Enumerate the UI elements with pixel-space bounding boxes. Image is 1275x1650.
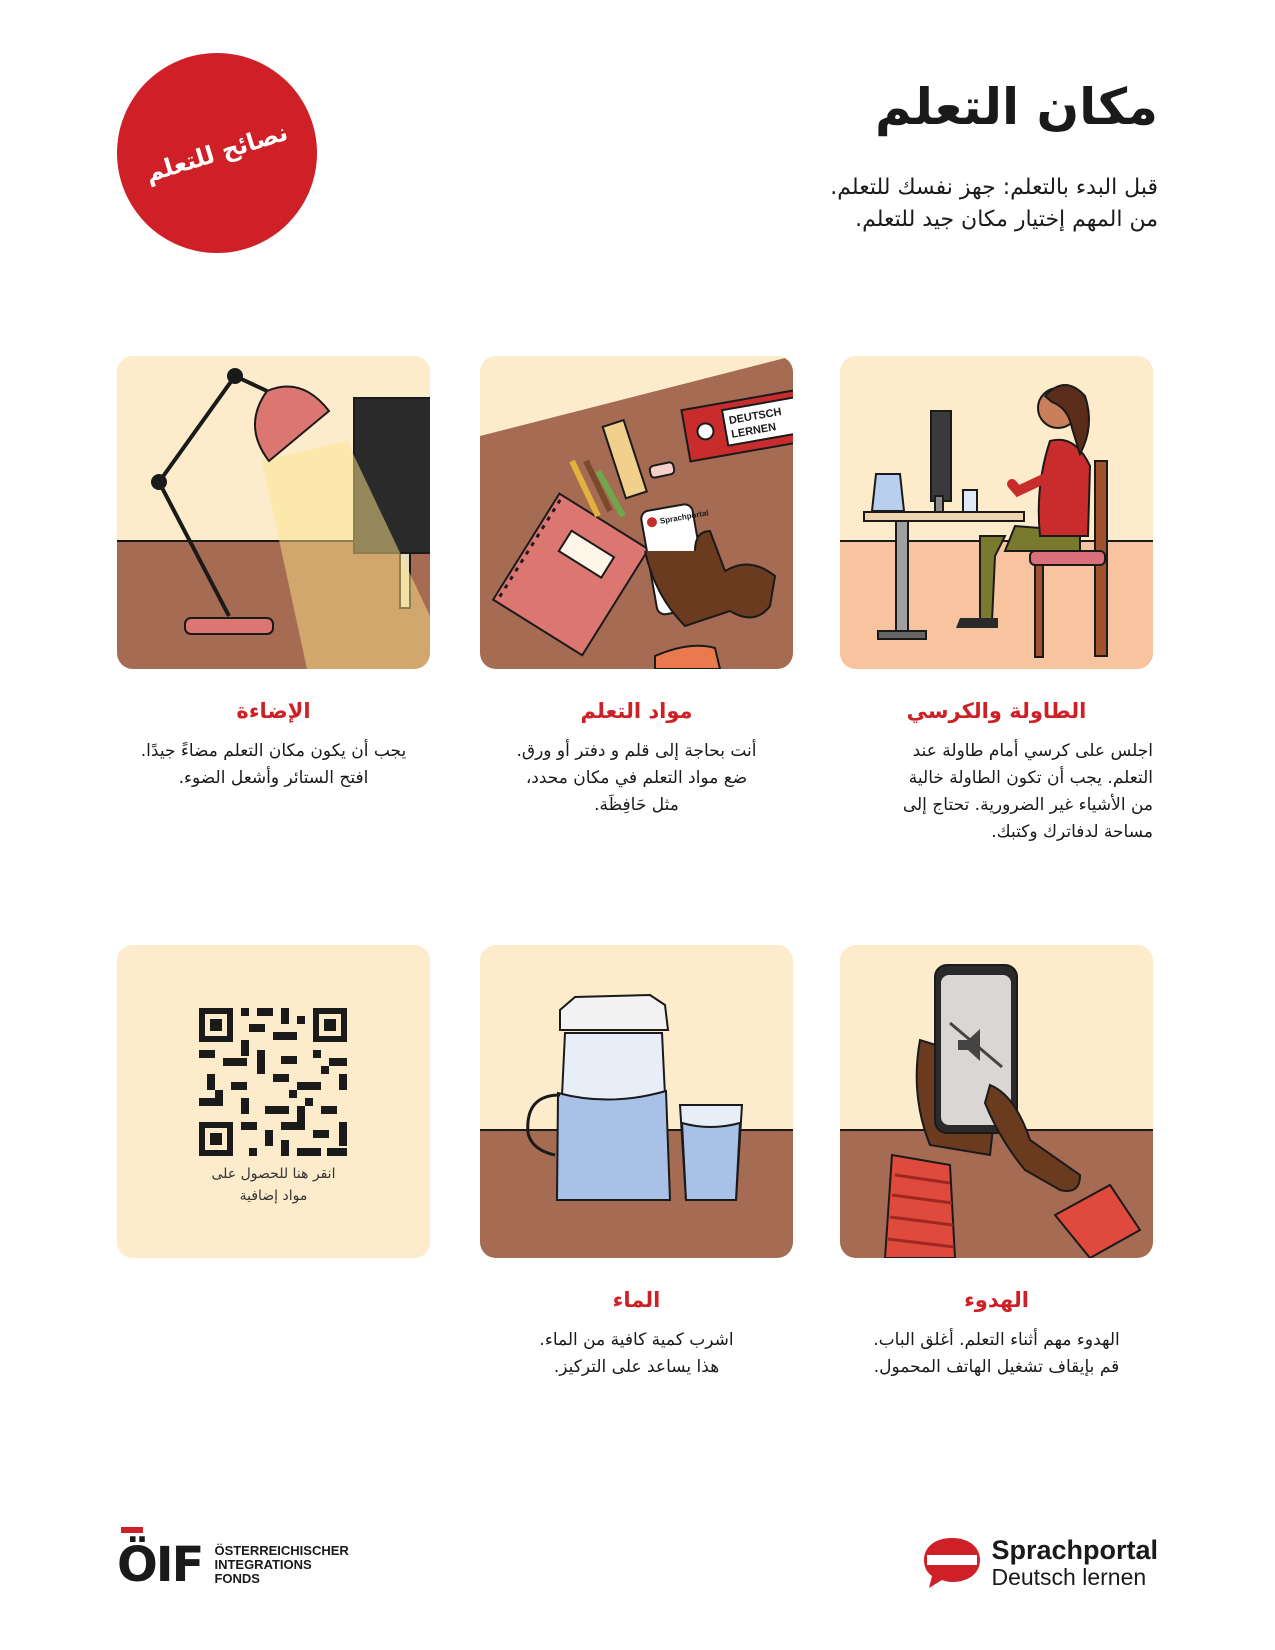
text-line: مثل حَافِظَة.	[594, 795, 679, 815]
oif-logo	[117, 1530, 349, 1600]
binder-label-1: DEUTSCH	[728, 405, 783, 428]
lighting-illustration	[117, 356, 430, 669]
sprachportal-logo	[921, 1535, 1158, 1591]
intro-line: قبل البدء بالتعلم: جهز نفسك للتعلم.	[830, 175, 1158, 200]
table-chair-text	[840, 738, 1153, 846]
text-line: قم بإيقاف تشغيل الهاتف المحمول.	[873, 1357, 1120, 1377]
learning-materials-illustration	[480, 356, 793, 669]
caption-line: مواد إضافية	[239, 1188, 308, 1204]
text-line: مساحة لدفاترك وكتبك.	[991, 822, 1153, 842]
text-line: افتح الستائر وأشعل الضوء.	[178, 768, 369, 788]
speech-bubble-icon	[921, 1535, 983, 1591]
text-line: اشرب كمية كافية من الماء.	[539, 1330, 734, 1350]
oif-text: ÖSTERREICHISCHER INTEGRATIONS FONDS	[214, 1543, 349, 1586]
text-line: من الأشياء غير الضرورية. تحتاج إلى	[902, 795, 1153, 815]
quiet-illustration	[840, 945, 1153, 1258]
caption-line: انقر هنا للحصول على	[211, 1166, 336, 1182]
text-line: يجب أن يكون مكان التعلم مضاءً جيدًا.	[140, 741, 407, 761]
text-line: الهدوء مهم أثناء التعلم. أغلق الباب.	[873, 1330, 1120, 1350]
oif-mark: ÖIF	[117, 1541, 202, 1589]
water-text	[480, 1327, 793, 1381]
intro-line: من المهم إختيار مكان جيد للتعلم.	[855, 207, 1158, 232]
text-line: ضع مواد التعلم في مكان محدد،	[525, 768, 748, 788]
table-chair-title: الطاولة والكرسي	[906, 699, 1087, 723]
quiet-text	[840, 1327, 1153, 1381]
table-chair-illustration	[840, 356, 1153, 669]
text-line: اجلس على كرسي أمام طاولة عند	[912, 741, 1153, 761]
water-illustration	[480, 945, 793, 1258]
text-line: هذا يساعد على التركيز.	[553, 1357, 720, 1377]
qr-caption[interactable]	[117, 1163, 430, 1207]
sprachportal-name: Sprachportal	[991, 1535, 1158, 1565]
qr-code[interactable]	[117, 945, 430, 1258]
qr-card[interactable]	[117, 945, 430, 1258]
intro-text	[830, 172, 1158, 236]
phone-label: Sprachportal	[659, 508, 710, 526]
binder-label-2: LERNEN	[730, 421, 778, 441]
learning-materials-text	[480, 738, 793, 819]
lighting-title: الإضاءة	[236, 699, 311, 723]
text-line: أنت بحاجة إلى قلم و دفتر أو ورق.	[516, 741, 757, 761]
sprachportal-subtitle: Deutsch lernen	[991, 1564, 1147, 1590]
badge-label: نصائح للتعلم	[142, 118, 292, 188]
text-line: التعلم. يجب أن تكون الطاولة خالية	[908, 768, 1153, 788]
quiet-title: الهدوء	[964, 1288, 1029, 1312]
learning-materials-title: مواد التعلم	[580, 699, 693, 723]
water-title: الماء	[612, 1288, 661, 1312]
lighting-text	[117, 738, 430, 792]
page-title: مكان التعلم	[874, 78, 1158, 136]
learning-tips-badge	[117, 53, 317, 253]
